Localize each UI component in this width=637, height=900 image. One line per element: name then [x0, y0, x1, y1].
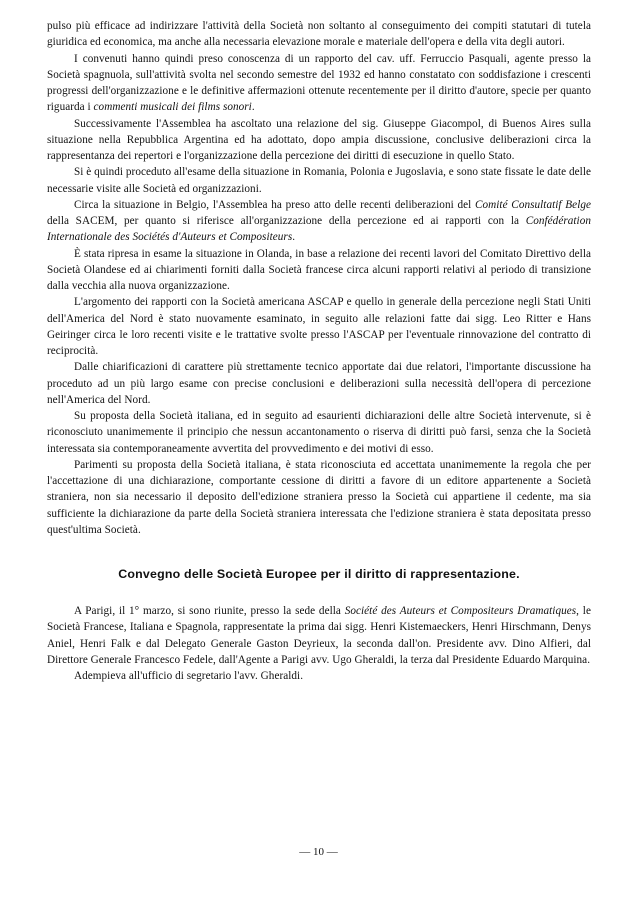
italic-comite: Comité Consultatif Belge: [474, 198, 592, 211]
paragraph-continuation: pulso più efficace ad indirizzare l'attività della Società non soltanto al conseguimento dei compiti statutari di tutela giuridica ed economica, ma anche alla necessaria elevazione morale e materiale dell'opera e della vita degli autori.: [47, 20, 591, 49]
paragraph-pasquali-text: I convenuti hanno quindi preso conoscenza di un rapporto del cav. uff. Ferruccio Pasquali, agente presso la Società spagnuola, sull'attività svolta nel secondo semestre del 1932 ed hanno constatato con soddisfazione i crescenti progressi dell'organizzazione e le definitive affermazioni ottenute recentemente per il diritto d'autore, specie per quanto riguarda i: [47, 52, 591, 114]
document-page: [47, 18, 591, 684]
paris-rest-text: , le Società Francese, Italiana e Spagnola, rappresentate la prima dai sigg. Henri Kistemaeckers, Henri Hirschmann, Denys Aniel, Henri Falk e dal Delegato Generale Gaston Deyrieux, la seconda dall'on. Presidente avv. Dino Alfieri, dal Direttore Generale Francesco Fedele, dall'Agente a Parigi avv. Ugo Gheraldi, la terza dal Presidente Eduardo Marquina.: [47, 605, 591, 666]
paragraph-argentina: Successivamente l'Assemblea ha ascoltato una relazione del sig. Giuseppe Giacompol, di Buenos Aires sulla situazione nella Repubblica Argentina ed ha adottato, dopo ampia discussione, conclusive deliberazioni circa la rappresentanza dei repertori e l'organizzazione della percezione dei diritti di esecuzione in quello Stato.: [47, 117, 591, 162]
paragraph-pasquali-report: I convenuti hanno quindi preso conoscenza di un rapporto del cav. uff. Ferruccio Pasquali, agente presso la Società spagnuola, sull'attività svolta nel secondo semestre del 1932 ed hanno constatato con soddisfazione i crescenti progressi dell'organizzazione e le definitive affermazioni ottenute recentemente per il diritto d'autore, specie per quanto riguarda i commenti musicali dei films sonori.: [47, 52, 591, 114]
paris-intro-text: A Parigi, il 1° marzo, si sono riunite, presso la sede della: [74, 605, 341, 617]
paragraph-paris-meeting: [47, 603, 591, 668]
paragraph-belgium: Circa la situazione in Belgio, l'Assemblea ha preso atto delle recenti deliberazioni del Comité Consultatif Belge della SACEM, per quanto si riferisce all'organizzazione della percezione ed ai rapporti con la Confédération Internationale des Sociétés d'Auteurs et Compositeurs.: [47, 198, 592, 244]
paragraph-secretary: Adempieva all'ufficio di segretario l'avv. Gheraldi.: [74, 670, 304, 682]
italic-confederation: Confédération Internationale des Sociétés d'Auteurs et Compositeurs: [47, 215, 591, 244]
paragraph-romania-poland-yugoslavia: Si è quindi proceduto all'esame della situazione in Romania, Polonia e Jugoslavia, e sono state fissate le date delle necessarie visite alle Società ed organizzazioni.: [47, 166, 591, 195]
page-number: — 10 —: [299, 846, 338, 858]
paragraph-clarifications: Dalle chiarificazioni di carattere più strettamente tecnico apportate dai due relatori, l'importante discussione ha proceduto ad un più largo esame con precise conclusioni e deliberazioni sulla necessità dell'opera di percezione nell'America del Nord.: [47, 361, 591, 406]
italic-societe: Société des Auteurs et Compositeurs Dramatiques: [344, 605, 577, 617]
paragraph-ascap: L'argomento dei rapporti con la Società americana ASCAP e quello in generale della percezione negli Stati Uniti dell'America del Nord è stato nuovamente esaminato, in seguito alle relazioni fatte dai sigg. Leo Ritter e Hans Geiringer circa le loro recenti visite e le trattative svolte presso l'ASCAP per l'eventuale rinnovazione del contratto di reciprocità.: [47, 296, 591, 357]
belgium-text-b: della SACEM, per quanto si riferisce all'organizzazione della percezione ed ai rapporti con la: [47, 215, 526, 227]
paragraph-italian-rule: Parimenti su proposta della Società italiana, è stata riconosciuta ed accettata unanimemente la regola che per l'accettazione di una dichiarazione, comportante cessione di diritti a favore di un editore appartenente a Società straniera, non sia necessario il deposito dell'edizione straniera presso la Società cui appartiene il cedente, ma sia sufficiente la dichiarazione da parte della Società straniera interessata che l'edizione straniera è stata depositata presso quest'ultima Società.: [47, 458, 591, 536]
paragraph-netherlands: È stata ripresa in esame la situazione in Olanda, in base a relazione dei recenti lavori del Comitato Direttivo della Società Olandese ed ai chiarimenti forniti dalla Società francese circa alcuni rapporti relativi al periodo di transizione dalla vecchia alla nuova organizzazione.: [47, 247, 591, 292]
belgium-text-a: Circa la situazione in Belgio, l'Assemblea ha preso atto delle recenti deliberazioni del: [74, 198, 475, 211]
section-heading: Convegno delle Società Europee per il diritto di rappresentazione.: [118, 567, 520, 581]
paragraph-italian-proposal: Su proposta della Società italiana, ed in seguito ad esaurienti dichiarazioni delle altre Società intervenute, si è riconosciuto unanimemente il principio che nessun accantonamento o riserva di diritti può farsi, senza che la Società interessata sia contemporaneamente avvertita del provvedimento e dei motivi di esso.: [47, 410, 591, 455]
italic-films-sonori: commenti musicali dei films sonori: [93, 101, 252, 114]
